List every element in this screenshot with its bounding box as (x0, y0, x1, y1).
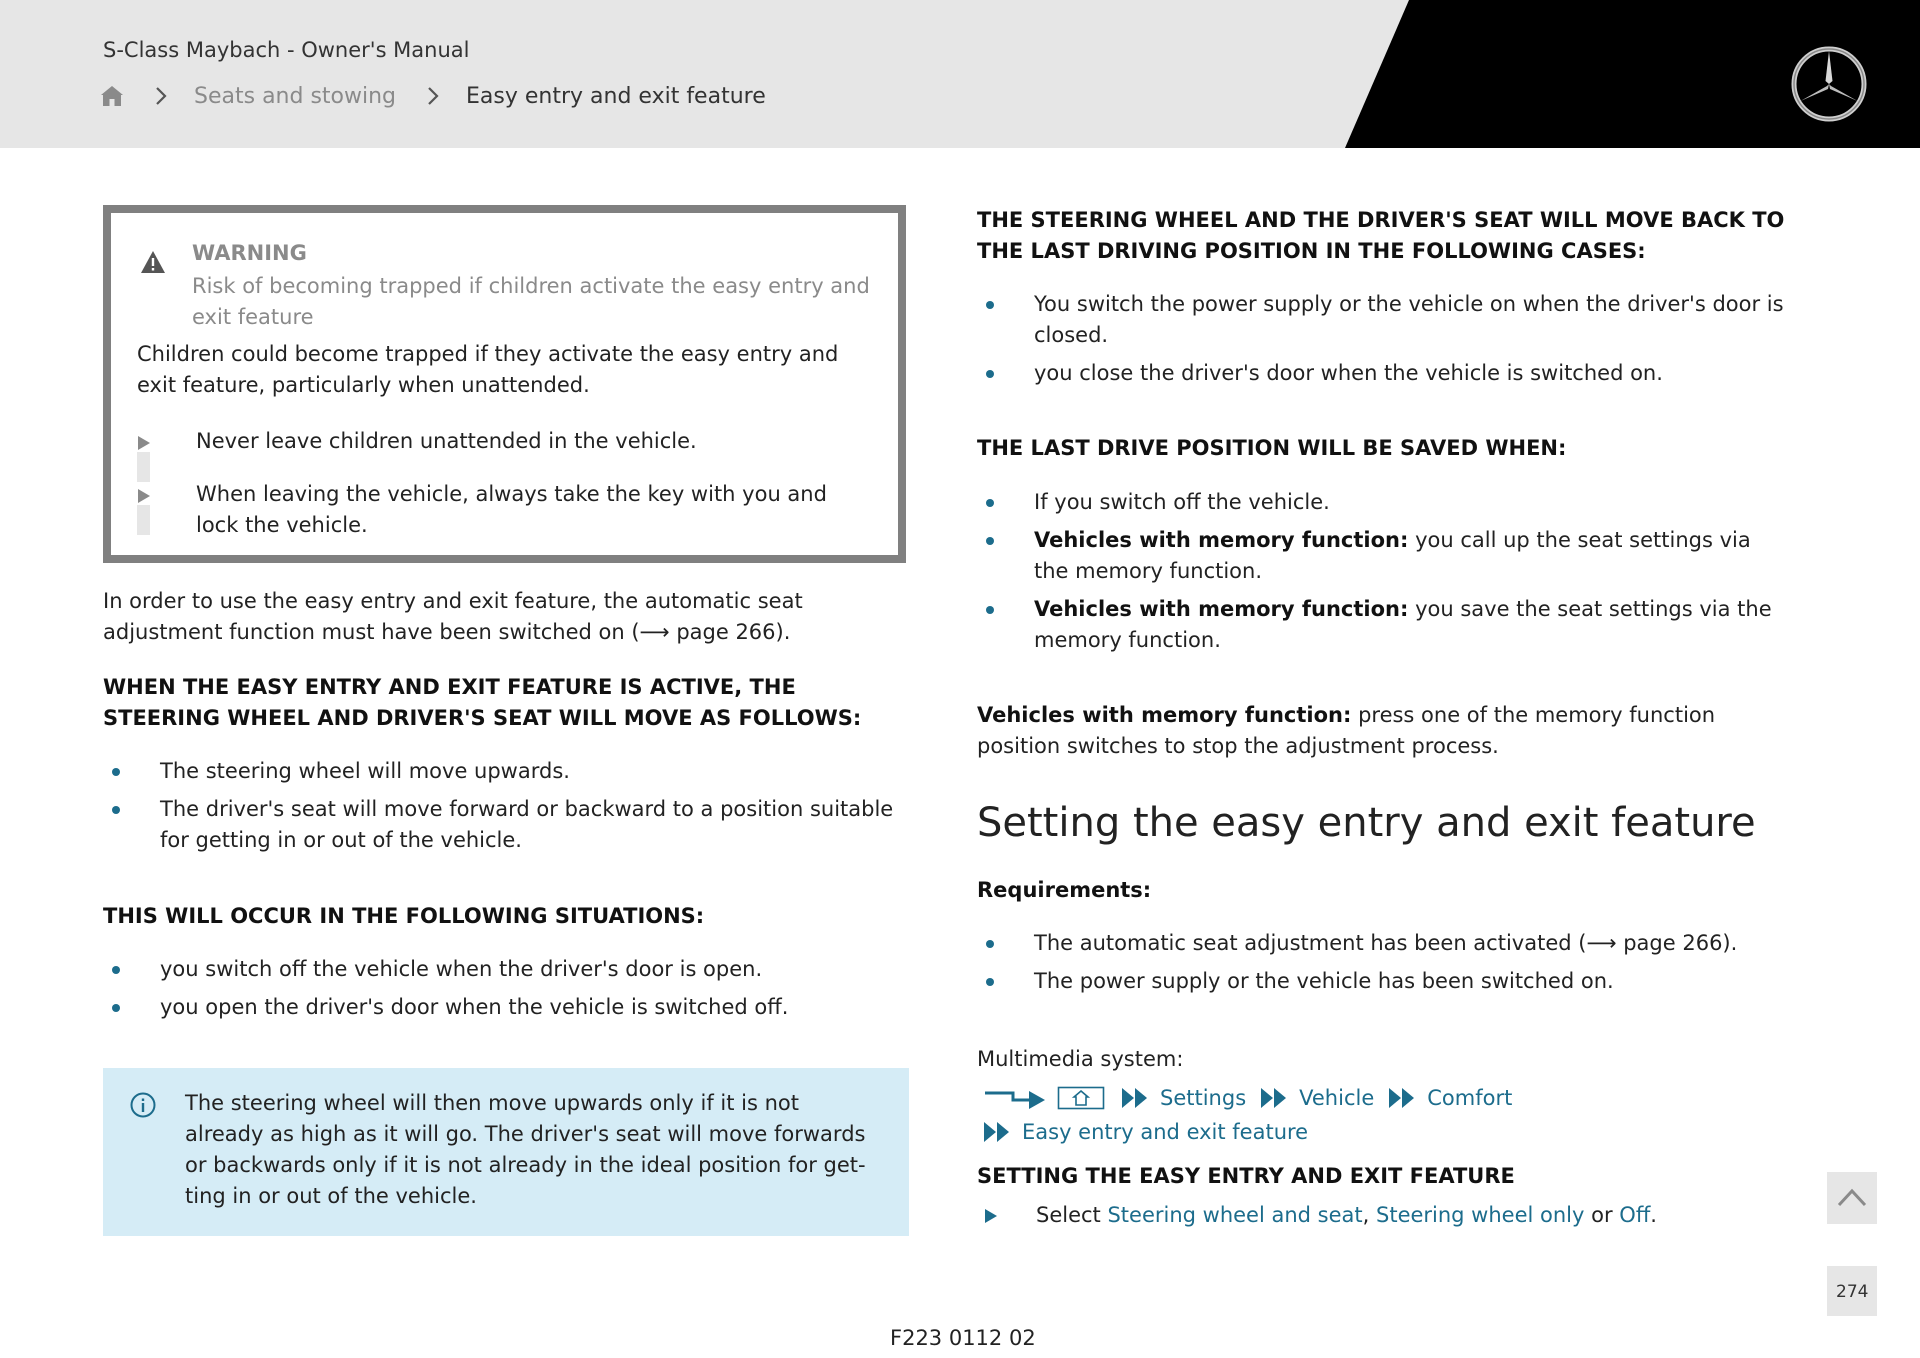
home-menu-icon[interactable] (1057, 1085, 1105, 1111)
info-box (103, 1068, 909, 1236)
option-off[interactable]: Off (1619, 1203, 1651, 1227)
warning-triangle-icon (140, 250, 166, 274)
list-item: The steering wheel will move upwards. (103, 756, 913, 787)
bullet-list (103, 954, 913, 1030)
menu-item-vehicle[interactable]: Vehicle (1299, 1086, 1375, 1110)
list-item: The driver's seat will move forward or backward to a position suitable for getting in or out of the vehicle. (103, 794, 913, 856)
section-heading: THE STEERING WHEEL AND THE DRIVER'S SEAT WILL MOVE BACK TO THE LAST DRIVING POSITION IN THE FOLLOWING CASES: (977, 208, 1785, 263)
document-title: S-Class Maybach - Owner's Manual (103, 38, 470, 62)
list-item: You switch the power supply or the vehicle on when the driver's door is closed. (977, 289, 1787, 351)
step-marker (137, 430, 151, 484)
requirements-list (977, 928, 1797, 1004)
warning-step-text: Never leave children unattended in the vehicle. (196, 429, 697, 453)
double-chevron-icon (1121, 1087, 1151, 1109)
menu-path (983, 1116, 1308, 1148)
bullet-list (977, 487, 1787, 663)
list-item: you switch off the vehicle when the driver's door is open. (103, 954, 913, 985)
warning-step-text: When leaving the vehicle, always take the key with you and lock the vehicle. (196, 482, 827, 537)
warning-label: WARNING (192, 241, 307, 265)
chevron-right-icon (154, 86, 168, 106)
list-item-text: you save the seat settings via the memory function. (1034, 597, 1772, 652)
info-text: The steering wheel will then move upwards only if it is not already as high as it will go. The driver's seat will move forwards or backwards only if it is not already in the ideal position for get-ting in or out of the vehicle. (185, 1091, 866, 1208)
section-heading: SETTING THE EASY ENTRY AND EXIT FEATURE (977, 1164, 1515, 1188)
memory-function-label: Vehicles with memory function: (1034, 597, 1409, 621)
section-title: Setting the easy entry and exit feature (977, 800, 1756, 846)
menu-item-comfort[interactable]: Comfort (1427, 1086, 1513, 1110)
breadcrumb-current: Easy entry and exit feature (466, 83, 766, 109)
menu-path (983, 1082, 1512, 1114)
mercedes-star-logo (1790, 45, 1868, 123)
select-prefix: Select (1036, 1203, 1108, 1227)
section-heading: THIS WILL OCCUR IN THE FOLLOWING SITUATIONS: (103, 904, 705, 928)
select-step-text (1036, 1200, 1657, 1231)
list-item (977, 594, 1787, 656)
step-marker (985, 1209, 997, 1223)
page-header (0, 0, 1920, 148)
multimedia-label: Multimedia system: (977, 1047, 1184, 1071)
section-heading: WHEN THE EASY ENTRY AND EXIT FEATURE IS ACTIVE, THE STEERING WHEEL AND DRIVER'S SEAT WILL MOVE AS FOLLOWS: (103, 675, 862, 730)
list-item-text: you call up the seat settings via the memory function. (1034, 528, 1751, 583)
memory-note (977, 700, 1797, 762)
memory-note-text: press one of the memory function position switches to stop the adjustment process. (977, 703, 1716, 758)
chevron-up-icon (1837, 1186, 1867, 1208)
menu-arrow-icon (983, 1085, 1047, 1111)
select-suffix: . (1650, 1203, 1657, 1227)
double-chevron-icon (1388, 1087, 1418, 1109)
bullet-list (103, 756, 913, 863)
option-steering-wheel-only[interactable]: Steering wheel only (1376, 1203, 1585, 1227)
option-steering-wheel-and-seat[interactable]: Steering wheel and seat (1107, 1203, 1363, 1227)
requirements-label: Requirements: (977, 878, 1152, 902)
list-item: you close the driver's door when the vehicle is switched on. (977, 358, 1787, 389)
intro-paragraph: In order to use the easy entry and exit feature, the automatic seat adjustment function must have been switched on (⟶ page 266). (103, 589, 803, 644)
list-item: The power supply or the vehicle has been switched on. (977, 966, 1797, 997)
scroll-to-top-button[interactable] (1827, 1172, 1877, 1224)
menu-item-easy-entry[interactable]: Easy entry and exit feature (1022, 1120, 1309, 1144)
breadcrumb-item-section[interactable]: Seats and stowing (194, 83, 397, 109)
list-item: you open the driver's door when the vehicle is switched off. (103, 992, 913, 1023)
list-item: The automatic seat adjustment has been activated (⟶ page 266). (977, 928, 1797, 959)
info-icon (130, 1092, 156, 1118)
footer-code: F223 0112 02 (890, 1326, 1036, 1350)
memory-function-label: Vehicles with memory function: (977, 703, 1352, 727)
warning-box (103, 205, 906, 563)
double-chevron-icon (983, 1121, 1013, 1143)
chevron-right-icon (426, 86, 440, 106)
section-heading: THE LAST DRIVE POSITION WILL BE SAVED WHEN: (977, 436, 1567, 460)
list-item (977, 525, 1787, 587)
memory-function-label: Vehicles with memory function: (1034, 528, 1409, 552)
menu-item-settings[interactable]: Settings (1160, 1086, 1247, 1110)
page-number: 274 (1836, 1282, 1869, 1302)
warning-body: Children could become trapped if they activate the easy entry and exit feature, particularly when unattended. (137, 342, 839, 397)
step-marker (137, 483, 151, 537)
select-or: or (1584, 1203, 1620, 1227)
warning-subtitle: Risk of becoming trapped if children activate the easy entry and exit feature (192, 274, 870, 329)
list-item: If you switch off the vehicle. (977, 487, 1787, 518)
bullet-list (977, 289, 1787, 396)
double-chevron-icon (1260, 1087, 1290, 1109)
breadcrumb (100, 80, 766, 112)
home-icon[interactable] (100, 84, 124, 108)
select-separator: , (1362, 1203, 1376, 1227)
